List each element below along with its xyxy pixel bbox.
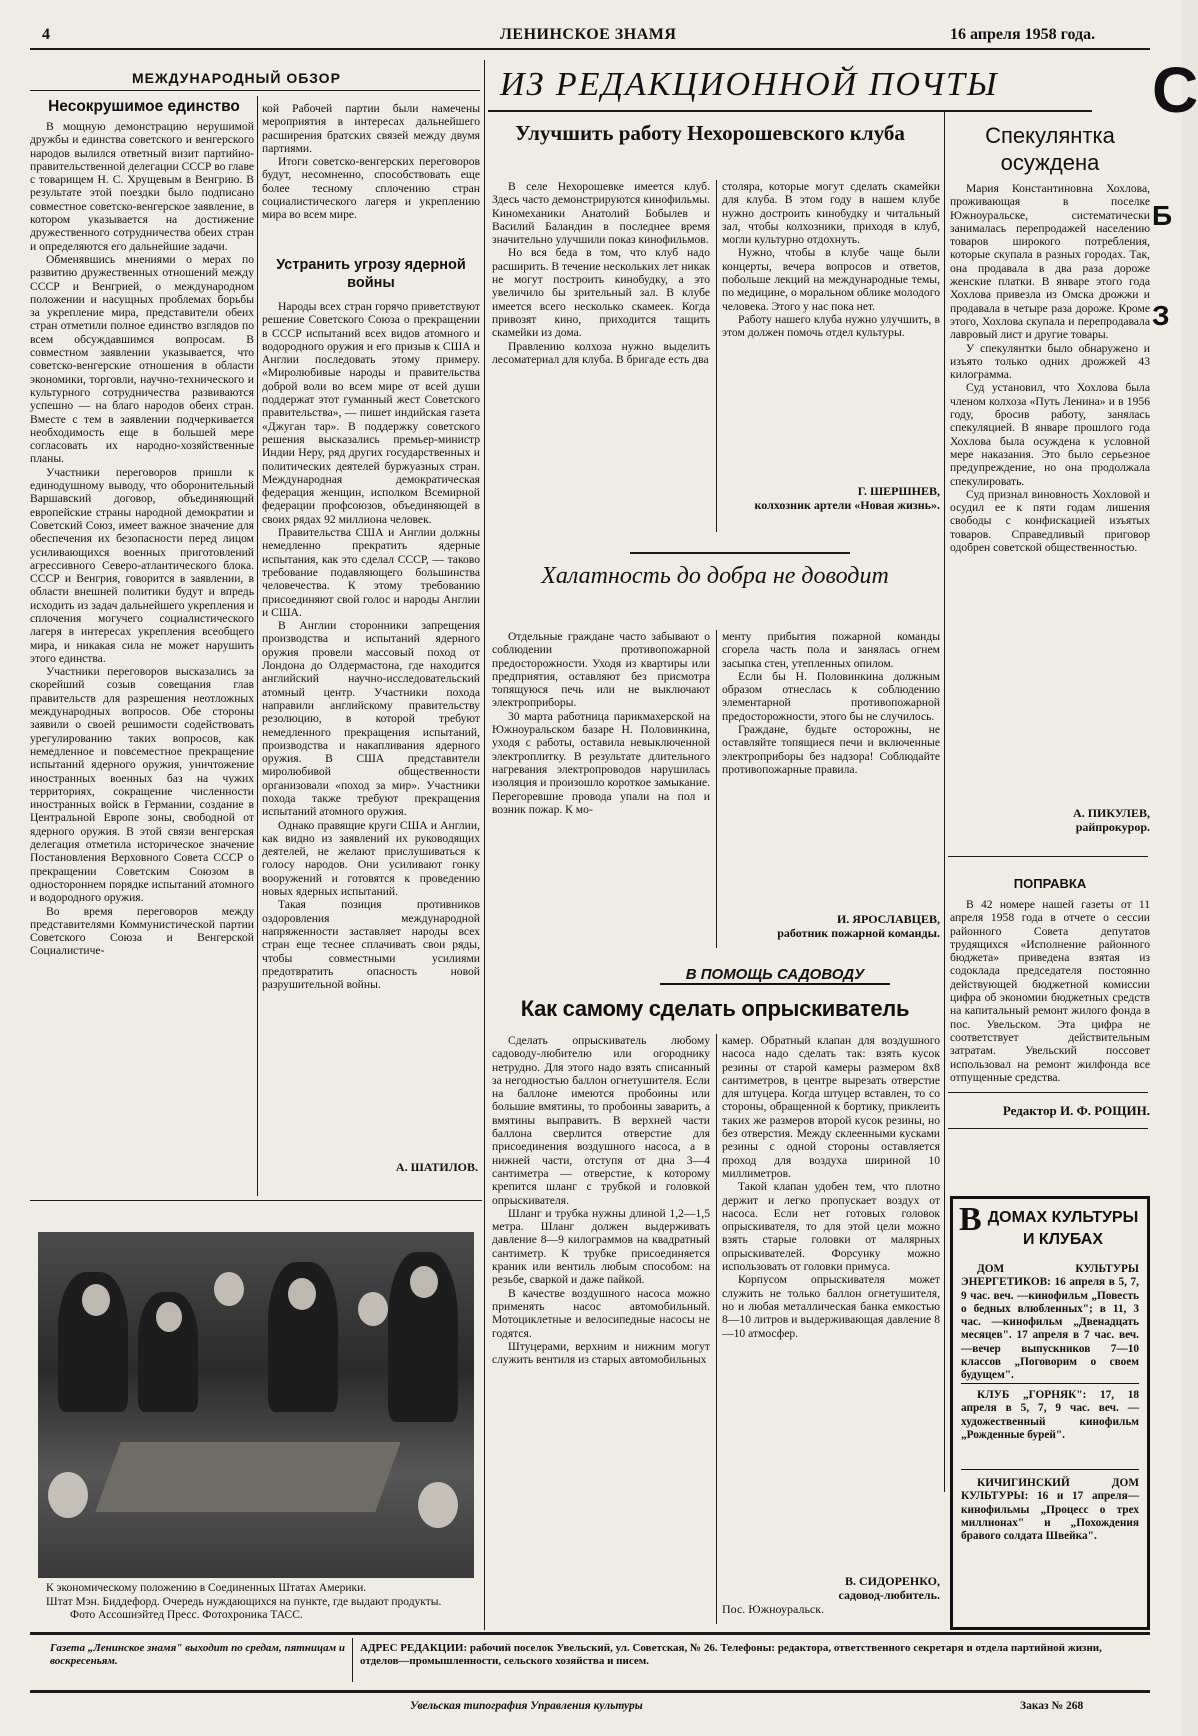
fire-col1 <box>492 630 710 948</box>
intl-col1 <box>30 120 254 1192</box>
footer-schedule: Газета „Ленинское знамя" выходит по средам, пятницам и воскресеньям. <box>50 1642 346 1667</box>
paragraph: Если бы Н. Половинкина должным образом отнеслась к соблюдению элементарной противопожарной предосторожности, этого бы не случилось. <box>722 669 940 723</box>
paragraph: Корпусом опрыскивателя может служить не только баллон огнетушителя, но и любая металлическая банка емкостью 8—10 литров и выдерживающая давление 8—10 атмосфер. <box>722 1273 940 1340</box>
photo-face <box>288 1278 316 1310</box>
edge-glyph: Б <box>1152 200 1173 231</box>
paper-title: ЛЕНИНСКОЕ ЗНАМЯ <box>500 26 677 43</box>
paragraph: Однако правящие круги США и Англии, как видно из заявлений их руководящих деятелей, не желают прислушиваться к голосу народов. Они усиливают гонку вооружений и готовятся к проведению новых ядерных испытаний. <box>262 818 480 899</box>
club-col1 <box>492 180 710 532</box>
caption-line: Штат Мэн. Биддефорд. Очередь нуждающихся на пункте, где выдают продукты. <box>46 1595 442 1608</box>
masthead <box>30 26 1152 48</box>
footer-address: АДРЕС РЕДАКЦИИ: рабочий поселок Увельский, ул. Советская, № 26. Телефоны: редактора, ответственного секретаря и отдела партийной жизни, отделов—промышленности, сельского хозяйства и писем. <box>360 1642 1102 1667</box>
signature-name: А. ПИКУЛЕВ, <box>1073 806 1150 820</box>
paragraph: КИЧИГИНСКИЙ ДОМ КУЛЬТУРЫ: 16 и 17 апреля—кинофильмы „Процесс о трех миллионах" и „Похождения бравого солдата Швейка". <box>961 1477 1139 1543</box>
caption-line: Фото Ассошиэйтед Пресс. Фотохроника ТАСС. <box>70 1609 303 1621</box>
garden-headline: Как самому сделать опрыскиватель <box>520 996 910 1021</box>
culture-item <box>961 1477 1139 1577</box>
paragraph: ДОМ КУЛЬТУРЫ ЭНЕРГЕТИКОВ: 16 апреля в 5, 7, 9 час. веч. —кинофильм „Повесть о бедных влюбленных"; в 11, 3 час. —кинофильм „Двенадцать месяцев". 17 апреля в 7 час. веч. —вечер выпускников 7—10 классов „Поговорим о своем будущем". <box>961 1263 1139 1382</box>
fire-headline: Халатность до добра не доводит <box>541 563 889 589</box>
paragraph: Итоги советско-венгерских переговоров будут, несомненно, способствовать еще более тесному сплочению стран социалистического лагеря и укреплению мира во всем мире. <box>262 155 480 222</box>
paragraph: Во время переговоров между представителями Коммунистической партии Советского Союза и Венгерской Социалистиче- <box>30 904 254 958</box>
culture-title-initial: В <box>959 1201 982 1238</box>
culture-divider <box>961 1469 1139 1470</box>
paragraph: Штуцерами, верхним и нижним могут служить вентиля из старых автомобильных <box>492 1339 710 1367</box>
correction-text <box>950 898 1150 1084</box>
footer-rule <box>30 1632 1150 1635</box>
paragraph: Шланг и трубка нужны длиной 1,2—1,5 метра. Шланг должен выдерживать давление 8—9 килограммов на квадратный сантиметр. К трубке присоединяется краник или вентиль любым способом: на резьбе, сваркой и даже пайкой. <box>492 1206 710 1287</box>
photo-table <box>95 1442 400 1512</box>
edge-glyph: З <box>1152 300 1170 331</box>
spec-headline: Спекулянтка осуждена <box>985 123 1115 175</box>
news-photo <box>38 1232 474 1578</box>
mail-rule <box>488 110 1092 112</box>
column-rule <box>484 60 485 1630</box>
mail-rubric: ИЗ РЕДАКЦИОННОЙ ПОЧТЫ <box>500 66 999 103</box>
signature-role: колхозник артели «Новая жизнь». <box>754 498 940 512</box>
column-rule <box>716 630 717 948</box>
intl-headline: Несокрушимое единство <box>48 98 240 115</box>
culture-box <box>950 1196 1150 1630</box>
paragraph: Мария Константиновна Хохлова, проживающая в поселке Южноуральске, систематически занималась перепродажей населению товаров широкого потребления, которые скупала в разных городах. Так, она продавала в два раза дороже женские платки. В январе этого года Хохлова привезла из Омска дрожжи и продавала в четыре раза дороже. Кроме этого, Хохлова скупала и перепродавала лавровый лист и другие товары. <box>950 182 1150 342</box>
intl-col2-top <box>262 102 480 252</box>
correction-title: ПОПРАВКА <box>1013 876 1087 891</box>
photo-face <box>48 1472 88 1518</box>
paragraph: В качестве воздушного насоса можно применять насос автомобильный. Мотоциклетные и велосипедные насосы не годятся. <box>492 1286 710 1340</box>
paragraph: Отдельные граждане часто забывают о соблюдении противопожарной предосторожности. Уходя из квартиры или предприятия, оставляют без присмотра топящуюся печь или не выключают электроприборы. <box>492 630 710 710</box>
photo-rule <box>30 1200 482 1201</box>
column-rule <box>944 112 945 1492</box>
paragraph: У спекулянтки было обнаружено и изъято только одних дрожжей 43 килограмма. <box>950 341 1150 382</box>
signature-place: Пос. Южноуральск. <box>722 1602 825 1616</box>
section-rule <box>948 856 1148 857</box>
paragraph: Участники переговоров пришли к единодушному выводу, что оборонительный Варшавский договор, объединяющий европейские страны народной демократии и Советский Союз, имеет важное значение для обеспечения их безопасности перед лицом усиливающихся военных приготовлений агрессивного Северо-атлантического блока. СССР и Венгрия, говорится в заявлении, в области внешней политики будут и впредь исходить из задач дальнейшего укрепления и сплочения могучего социалистического лагеря в интересах укрепления всеобщего мира, и никакая сила не может нарушить этого единства. <box>30 465 254 665</box>
photo-face <box>156 1302 182 1332</box>
paragraph: кой Рабочей партии были намечены мероприятия в интересах дальнейшего расширения братских связей между двумя партиями. <box>262 102 480 155</box>
culture-item <box>961 1389 1139 1461</box>
column-rule <box>257 96 258 1196</box>
edge-glyph: С <box>1152 54 1198 126</box>
intl-subheadline: Устранить угрозу ядерной войны <box>276 257 466 291</box>
spec-text <box>950 182 1150 804</box>
signature-name: И. ЯРОСЛАВЦЕВ, <box>836 912 940 926</box>
paragraph: Работу нашего клуба нужно улучшить, в этом должен помочь отдел культуры. <box>722 312 940 340</box>
club-signature <box>722 484 940 512</box>
culture-divider <box>961 1383 1139 1384</box>
photo-face <box>82 1284 110 1316</box>
issue-date: 16 апреля 1958 года. <box>950 26 1096 43</box>
paragraph: Сделать опрыскиватель любому садоводу-любителю или огороднику нетрудно. Для этого надо взять списанный за негодностью баллон огнетушителя. Если на баллоне имеются пробоины или большие вмятины, то пробоины заварить, а вмятины выправить. В верхней части баллона сверлится отверстие для присоединения воздушного насоса, а в нижней части, отступя от дна 3—4 сантиметра — отверстие, к которому крепится шланг с трубкой и головкой опрыскивателя. <box>492 1034 710 1207</box>
paragraph: Такой клапан удобен тем, что плотно держит и легко пропускает воздух от насоса. Если нет готовых головок опрыскивателя, то для этой цели можно взять старые головки от малярных опрыскивателей. Форсунку можно использовать от головки примуса. <box>722 1180 940 1274</box>
paragraph: Суд признал виновность Хохловой и осудил ее к пяти годам лишения свободы с конфискацией изъятых товаров. Справедливый приговор одобрен советской общественностью. <box>950 487 1150 555</box>
club-col2 <box>722 180 940 476</box>
garden-col2 <box>722 1034 940 1522</box>
column-rule <box>716 180 717 532</box>
column-rule <box>716 1034 717 1624</box>
paragraph: В Англии сторонники запрещения производства и испытаний ядерного оружия провели массовый поход от Лондона до Олдермастона, где находится английский научно-исследовательский атомный центр. Участники похода направили английскому правительству резолюцию, в которой требуют немедленного прекращения испытаний, производства и накапливания ядерного оружия. В США представители миролюбивой общественности организовали «поход за мир». Участники похода также требуют прекращения испытаний атомного оружия. <box>262 619 480 819</box>
photo-caption <box>30 1582 482 1623</box>
paragraph: В селе Нехорошевке имеется клуб. Здесь часто демонстрируются кинофильмы. Киномеханики Анатолий Бобылев и Василий Баландин в последнее время значительно улучшили показ кинофильмов. <box>492 180 710 247</box>
intl-col2-bottom <box>262 300 480 1182</box>
intl-rubric: МЕЖДУНАРОДНЫЙ ОБЗОР <box>132 70 341 86</box>
editor-credit: Редактор И. Ф. РОЩИН. <box>1002 1103 1150 1118</box>
paragraph: менту прибытия пожарной команды сгорела часть пола и занялась огнем засыпка стен, утепленных опилом. <box>722 630 940 670</box>
fire-col2 <box>722 630 940 880</box>
signature-name: В. СИДОРЕНКО, <box>845 1574 940 1588</box>
paragraph: В 42 номере нашей газеты от 11 апреля 1958 года в отчете о сессии районного Совета депутатов трудящихся «Исполнение районного бюджета» приведена взятая из содоклада председателя постоянно действующей бюджетной комиссии цифра об экономии бюджетных средств на капитальный ремонт жилого фонда в пос. Увельском. Эта цифра не соответствует действительным затратам. Увельский поссовет использовал на ремонт жилфонда все отпущенные средства. <box>950 898 1150 1084</box>
column-rule <box>352 1638 353 1682</box>
culture-item <box>961 1263 1139 1382</box>
culture-title: ДОМАХ КУЛЬТУРЫ И КЛУБАХ <box>987 1209 1139 1248</box>
paragraph: Такая позиция противников оздоровления международной напряженности заставляет народы всех стран еще теснее сплачивать свои ряды, чтобы совместными усилиями предотвратить опасность новой разрушительной войны. <box>262 898 480 992</box>
fire-signature <box>722 912 940 940</box>
paragraph: столяра, которые могут сделать скамейки для клуба. В этом году в нашем клубе нужно достроить кинобудку и читальный зал, чтобы колхозники, приходя в клуб, могли культурно отдохнуть. <box>722 180 940 247</box>
page-number: 4 <box>42 26 50 43</box>
caption-line: К экономическому положению в Соединенных Штатах Америки. <box>46 1582 367 1594</box>
photo-face <box>410 1266 438 1298</box>
intl-rule <box>30 90 480 91</box>
club-headline: Улучшить работу Нехорошевского клуба <box>515 121 905 145</box>
paragraph: Участники переговоров высказались за скорейший созыв совещания глав правительств для разрешения неотложных международных вопросов. Обе стороны заявили о своей решимости содействовать урегулированию таких вопросов, как немедленное и повсеместное прекращение испытаний ядерного оружия, уничтожение иностранных военных баз на чужих территориях, сокращение численности иностранных войск в Германии, создание в Центральной Европе зоны, свободной от ядерного оружия. В этой связи венгерская делегация отметила историческое значение Постановления Верховного Совета СССР о прекращении Советским Союзом в одностороннем порядке испытаний атомного и водородного оружия. <box>30 665 254 905</box>
section-rule <box>948 1092 1148 1093</box>
paragraph: В мощную демонстрацию нерушимой дружбы и единства советского и венгерского народов вылился ответный визит партийно-правительственной делегации СССР во главе с товарищем Н. С. Хрущевым в Венгрию. В результате этой поездки было подписано совместное советско-венгерское заявление, в котором указывается на достижение дружественного сотрудничества обеих стран и определяются его дальнейшие задачи. <box>30 120 254 253</box>
masthead-rule <box>30 48 1150 50</box>
footer-order: Заказ № 268 <box>1020 1700 1084 1712</box>
signature-name: Г. ШЕРШНЕВ, <box>857 484 940 498</box>
paragraph: Граждане, будьте осторожны, не оставляйте топящиеся печи и включенные электроприборы без надзора! Соблюдайте противопожарные правила. <box>722 723 940 776</box>
paragraph: Нужно, чтобы в клубе чаще были концерты, вечера вопросов и ответов, побольше лекций на международные темы, по медицине, о моральном облике молодого человека. Этого у нас пока нет. <box>722 246 940 313</box>
photo-face <box>418 1482 458 1528</box>
spec-signature <box>950 806 1150 834</box>
paragraph: Правлению колхоза нужно выделить лесоматериал для клуба. В бригаде есть два <box>492 339 710 366</box>
section-rule <box>948 1128 1148 1129</box>
paragraph: КЛУБ „ГОРНЯК": 17, 18 апреля в 5, 7, 9 час. веч. —художественный кинофильм „Рожденные бурей". <box>961 1389 1139 1441</box>
garden-signature <box>722 1574 940 1616</box>
signature-role: райпрокурор. <box>1075 820 1150 834</box>
signature-role: садовод-любитель. <box>838 1588 940 1602</box>
intl-signature: А. ШАТИЛОВ. <box>395 1160 478 1174</box>
photo-face <box>214 1272 244 1306</box>
garden-col1 <box>492 1034 710 1616</box>
paragraph: Суд установил, что Хохлова была членом колхоза «Путь Ленина» и в 1956 году, бросив работу, занялась спекуляцией. В январе прошлого года Хохлова была осуждена к условной мере наказания. Это было серьезное предупреждение, но она продолжала спекулировать. <box>950 381 1150 488</box>
paragraph: Правительства США и Англии должны немедленно прекратить ядерные испытания, как это сделал СССР, — таково требование подавляющего большинства человечества. К этому требованию присоединяют свой голос и народы Англии и США. <box>262 526 480 619</box>
section-rule <box>630 552 850 554</box>
paragraph: камер. Обратный клапан для воздушного насоса надо сделать так: взять кусок резины от старой камеры размером 8х8 сантиметров, в центре вырезать отверстие для штуцера. Когда штуцер вставлен, то со стороны, обращенной к бортику, приклеить таких же размеров второй кусок резины, но без отверстия. Между склеенными кусками резины с одной стороны оставляется проход для воздуха шириной 10 миллиметров. <box>722 1034 940 1180</box>
paragraph: Обменявшись мнениями о мерах по развитию дружественных отношений между СССР и Венгрией, о международном положении и насущных проблемах борьбы за укрепление мира, представители обеих стран отметили полное единство взглядов по всем обсуждавшимся вопросам. В совместном заявлении указывается, что советско-венгерские отношения в области экономики, торговли, научно-технического и культурного сотрудничества развиваются успешно — на благо народов обеих стран. Вместе с тем в заявлении подчеркивается необходимость еще в большей мере согласовать их народно-хозяйственные планы. <box>30 252 254 466</box>
paragraph: 30 марта работница парикмахерской на Южноуральском базаре Н. Половинкина, уходя с работы, оставила невыключенной электроплитку. В результате длительного нагревания электропроводов нарушилась изоляция и произошло короткое замыкание. Перегоревшие провода упали на пол и возник пожар. К мо- <box>492 709 710 816</box>
paragraph: Народы всех стран горячо приветствуют решение Советского Союза о прекращении в СССР испытаний всех видов атомного и водородного оружия и его призыв к США и Англии последовать этому примеру. «Миролюбивые народы и правительства доброй воли во всем мире от всей души поддержат этот гуманный жест Советского правительства», — пишет индийская газета «Джуган тар». В поддержку советского решения высказались премьер-министр Индии Неру, ряд других государственных и политических деятелей буржуазных стран. Международная демократическая федерация женщин, исполком Всемирной федерации профсоюзов, объединяющей в своих рядах 92 миллиона человек. <box>262 300 480 526</box>
signature-role: работник пожарной команды. <box>777 926 940 940</box>
footer-printer: Увельская типография Управления культуры <box>410 1700 643 1712</box>
paragraph: Но вся беда в том, что клуб надо расширить. В течение нескольких лет никак не могут построить кинобудку, а это увеличило бы зрительный зал. В клубе имеется всего несколько скамеек. Когда привозят кино, приходится тащить скамейки из дома. <box>492 246 710 340</box>
photo-face <box>358 1292 388 1326</box>
footer-rule <box>30 1690 1150 1693</box>
garden-rubric: В ПОМОЩЬ САДОВОДУ <box>660 966 890 985</box>
